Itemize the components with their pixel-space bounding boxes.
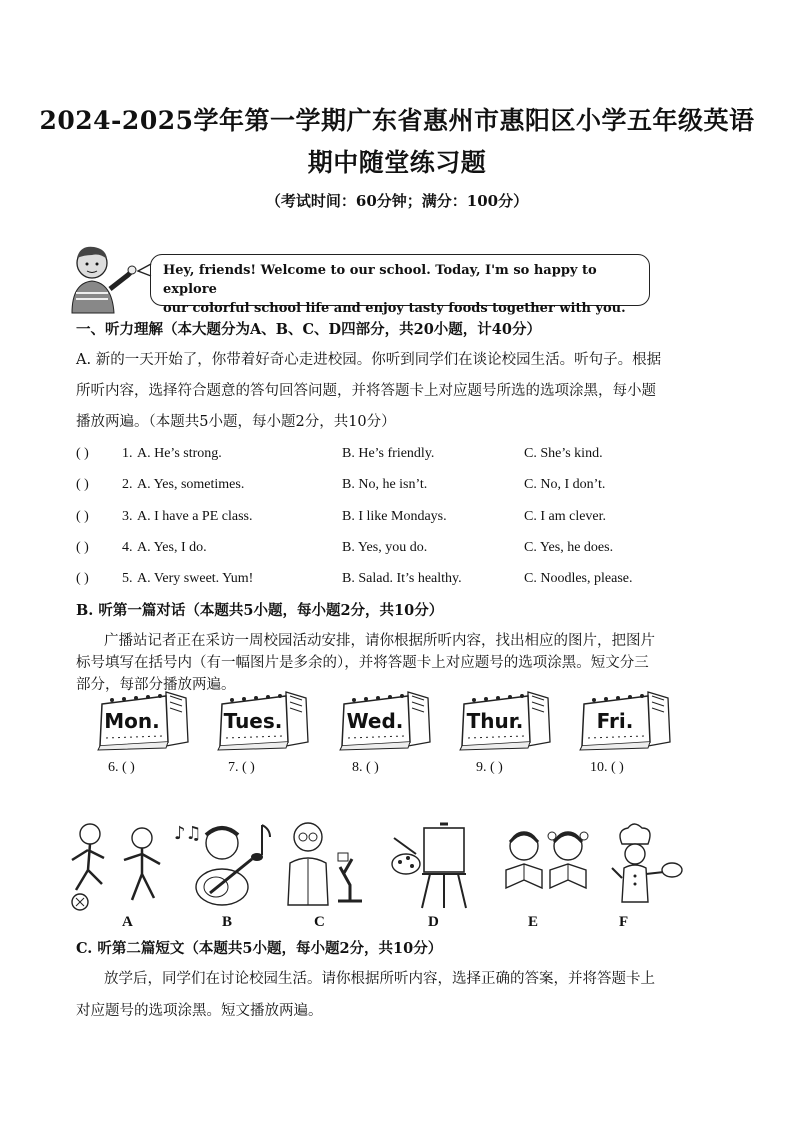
option-c: C. Yes, he does. — [524, 540, 614, 555]
picture-label-e: E — [528, 914, 539, 930]
answer-bracket[interactable]: ( ) — [76, 540, 89, 555]
art-easel-picture-icon — [388, 820, 478, 914]
sectionB-heading: B. 听第一篇对话（本题共5小题，每小题2分，共10分） — [76, 602, 444, 619]
sectionB-intro-3: 部分，每部分播放两遍。 — [76, 677, 236, 693]
page-title-line2: 期中随堂练习题 — [307, 148, 487, 177]
sectionA-intro-3: 播放两遍。（本题共5小题，每小题2分，共10分） — [76, 414, 396, 430]
option-a: A. He’s strong. — [137, 446, 222, 461]
question-number: 3. — [122, 509, 133, 524]
picture-label-f: F — [619, 914, 629, 930]
science-microscope-picture-icon — [278, 815, 368, 913]
picture-label-d: D — [428, 914, 439, 930]
sectionA-question-list — [76, 446, 736, 601]
answer-9[interactable]: 9. ( ) — [476, 760, 503, 775]
calendar-tues — [216, 690, 312, 775]
sectionC-intro-2: 对应题号的选项涂黑。短文播放两遍。 — [76, 1003, 323, 1019]
picture-label-a: A — [122, 914, 133, 930]
cooking-chef-picture-icon — [606, 822, 686, 910]
sectionB-intro-1: 广播站记者正在采访一周校园活动安排，请你根据所听内容，找出相应的图片，把图片 — [104, 633, 655, 649]
option-b: B. Yes, you do. — [342, 540, 428, 555]
speech-line-2: our colorful school life and enjoy tasty foods together with you. — [163, 301, 626, 316]
answer-bracket[interactable]: ( ) — [76, 509, 89, 524]
svg-text:♪♫: ♪♫ — [174, 823, 202, 844]
option-c: C. Noodles, please. — [524, 571, 633, 586]
calendar-thur — [458, 690, 554, 775]
option-a: A. I have a PE class. — [137, 509, 253, 524]
option-a: A. Yes, I do. — [137, 540, 207, 555]
option-b: B. No, he isn’t. — [342, 477, 428, 492]
answer-8[interactable]: 8. ( ) — [352, 760, 379, 775]
option-a: A. Very sweet. Yum! — [137, 571, 254, 586]
option-c: C. She’s kind. — [524, 446, 603, 461]
question-number: 4. — [122, 540, 133, 555]
answer-6[interactable]: 6. ( ) — [108, 760, 135, 775]
calendar-wed — [338, 690, 434, 775]
exam-info: （考试时间：60分钟；满分：100分） — [265, 192, 529, 210]
page-title: 2024-2025学年第一学期广东省惠州市惠阳区小学五年级英语 — [39, 106, 755, 135]
svg-text:Thur.: Thur. — [466, 709, 524, 733]
option-b: B. Salad. It’s healthy. — [342, 571, 462, 586]
sectionA-intro-2: 所听内容，选择符合题意的答句回答问题，并将答题卡上对应题号所选的选项涂黑，每小题 — [76, 383, 656, 399]
question-number: 2. — [122, 477, 133, 492]
svg-text:Wed.: Wed. — [346, 709, 404, 733]
speech-line-1: Hey, friends! Welcome to our school. Today, I'm so happy to explore — [163, 263, 597, 297]
part1-heading: 一、听力理解（本大题分为A、B、C、D四部分，共20小题，计40分） — [76, 321, 541, 338]
question-number: 1. — [122, 446, 133, 461]
sectionC-heading: C. 听第二篇短文（本题共5小题，每小题2分，共10分） — [76, 940, 443, 957]
answer-bracket[interactable]: ( ) — [76, 571, 89, 586]
calendar-icon — [338, 690, 434, 752]
sectionB-intro-2: 标号填写在括号内（有一幅图片是多余的），并将答题卡上对应题号的选项涂黑。短文分三 — [76, 655, 649, 671]
answer-7[interactable]: 7. ( ) — [228, 760, 255, 775]
option-a: A. Yes, sometimes. — [137, 477, 245, 492]
boy-illustration — [62, 243, 152, 315]
calendar-mon — [96, 690, 192, 775]
sectionA-intro-1: A. 新的一天开始了，你带着好奇心走进校园。你听到同学们在谈论校园生活。听句子。根据 — [76, 352, 662, 368]
svg-text:Tues.: Tues. — [223, 709, 283, 733]
svg-text:Fri.: Fri. — [596, 709, 634, 733]
calendar-icon — [96, 690, 192, 752]
svg-text:Mon.: Mon. — [104, 709, 160, 733]
option-b: B. I like Mondays. — [342, 509, 447, 524]
question-number: 5. — [122, 571, 133, 586]
sectionC-intro-1: 放学后，同学们在讨论校园生活。请你根据所听内容，选择正确的答案，并将答题卡上 — [104, 971, 655, 987]
calendar-icon — [458, 690, 554, 752]
football-picture-icon — [62, 818, 172, 913]
calendar-icon — [216, 690, 312, 752]
music-guitar-picture-icon — [170, 815, 280, 913]
calendar-icon — [578, 690, 674, 752]
answer-bracket[interactable]: ( ) — [76, 477, 89, 492]
picture-label-b: B — [222, 914, 233, 930]
answer-bracket[interactable]: ( ) — [76, 446, 89, 461]
picture-label-c: C — [314, 914, 325, 930]
speech-bubble — [150, 254, 650, 316]
answer-10[interactable]: 10. ( ) — [590, 760, 624, 775]
option-c: C. I am clever. — [524, 509, 607, 524]
option-c: C. No, I don’t. — [524, 477, 606, 492]
option-b: B. He’s friendly. — [342, 446, 435, 461]
calendar-fri — [578, 690, 674, 775]
reading-picture-icon — [496, 826, 596, 906]
